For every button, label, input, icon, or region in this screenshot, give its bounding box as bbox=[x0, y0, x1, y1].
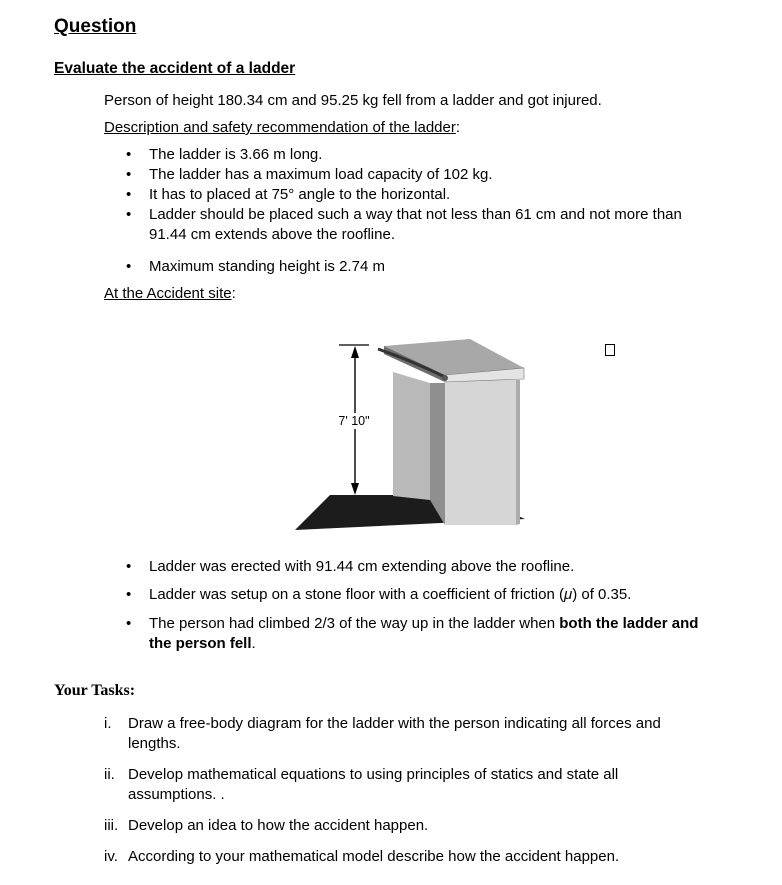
site-item-part: The person had climbed 2/3 of the way up in the ladder when bbox=[149, 615, 560, 632]
site-heading-text: At the Accident site bbox=[104, 285, 232, 302]
spec-heading-colon: : bbox=[455, 119, 461, 136]
building-edge-shadow bbox=[430, 383, 445, 525]
task-text: assumptions. . bbox=[128, 786, 225, 803]
task-number: iii. bbox=[104, 817, 119, 834]
gutter-end-cap bbox=[442, 375, 448, 381]
question-heading: Question bbox=[54, 16, 137, 37]
spec-item: Ladder should be placed such a way that not less than 61 cm and not more than bbox=[149, 206, 682, 223]
spec-heading-text: Description and safety recommendation of the ladder bbox=[104, 119, 456, 136]
bullet-icon: • bbox=[126, 558, 132, 575]
bullet-icon: • bbox=[126, 206, 132, 223]
site-item-part: ) of 0.35. bbox=[572, 586, 632, 603]
bullet-icon: • bbox=[126, 615, 132, 632]
site-item bbox=[149, 585, 631, 605]
site-heading-colon: : bbox=[231, 285, 236, 302]
task-text: Develop an idea to how the accident happen. bbox=[128, 817, 429, 834]
site-item: Ladder was erected with 91.44 cm extending above the roofline. bbox=[149, 558, 575, 575]
spec-item: Maximum standing height is 2.74 m bbox=[149, 258, 385, 275]
spec-item-continued: 91.44 cm extends above the roofline. bbox=[149, 226, 395, 243]
spec-item: The ladder has a maximum load capacity of 102 kg. bbox=[149, 166, 493, 183]
spec-item: The ladder is 3.66 m long. bbox=[149, 146, 323, 163]
site-item-part: . bbox=[251, 635, 256, 652]
task-number: ii. bbox=[104, 766, 115, 783]
building-right-edge bbox=[516, 380, 520, 525]
dimension-label: 7' 10" bbox=[338, 414, 370, 428]
bullet-icon: • bbox=[126, 166, 132, 183]
intro-text: Person of height 180.34 cm and 95.25 kg fell from a ladder and got injured. bbox=[104, 92, 602, 109]
task-text: Draw a free-body diagram for the ladder with the person indicating all forces and bbox=[128, 715, 661, 732]
task-text: lengths. bbox=[128, 735, 181, 752]
task-text: According to your mathematical model describe how the accident happen. bbox=[128, 848, 620, 865]
spec-item: It has to placed at 75° angle to the horizontal. bbox=[149, 186, 451, 203]
building-front-face bbox=[445, 380, 516, 525]
task-number: i. bbox=[104, 715, 112, 732]
site-item-bold: the person fell bbox=[149, 635, 252, 652]
site-item-part: Ladder was setup on a stone floor with a coefficient of friction ( bbox=[149, 586, 564, 603]
dimension-arrow-up-icon bbox=[351, 346, 359, 358]
section-heading: Evaluate the accident of a ladder bbox=[54, 60, 296, 77]
site-item-bold: both the ladder and bbox=[559, 615, 699, 632]
placeholder-box-icon bbox=[605, 344, 615, 356]
tasks-heading: Your Tasks: bbox=[54, 682, 136, 699]
task-number: iv. bbox=[104, 848, 118, 865]
bullet-icon: • bbox=[126, 186, 132, 203]
site-item-continued bbox=[149, 634, 256, 654]
task-text: Develop mathematical equations to using principles of statics and state all bbox=[128, 766, 619, 783]
dimension-arrow-down-icon bbox=[351, 483, 359, 495]
bullet-icon: • bbox=[126, 258, 132, 275]
site-item bbox=[149, 614, 698, 634]
building-left-face bbox=[393, 372, 430, 500]
bullet-icon: • bbox=[126, 586, 132, 603]
bullet-icon: • bbox=[126, 146, 132, 163]
mu-symbol: μ bbox=[563, 586, 573, 603]
